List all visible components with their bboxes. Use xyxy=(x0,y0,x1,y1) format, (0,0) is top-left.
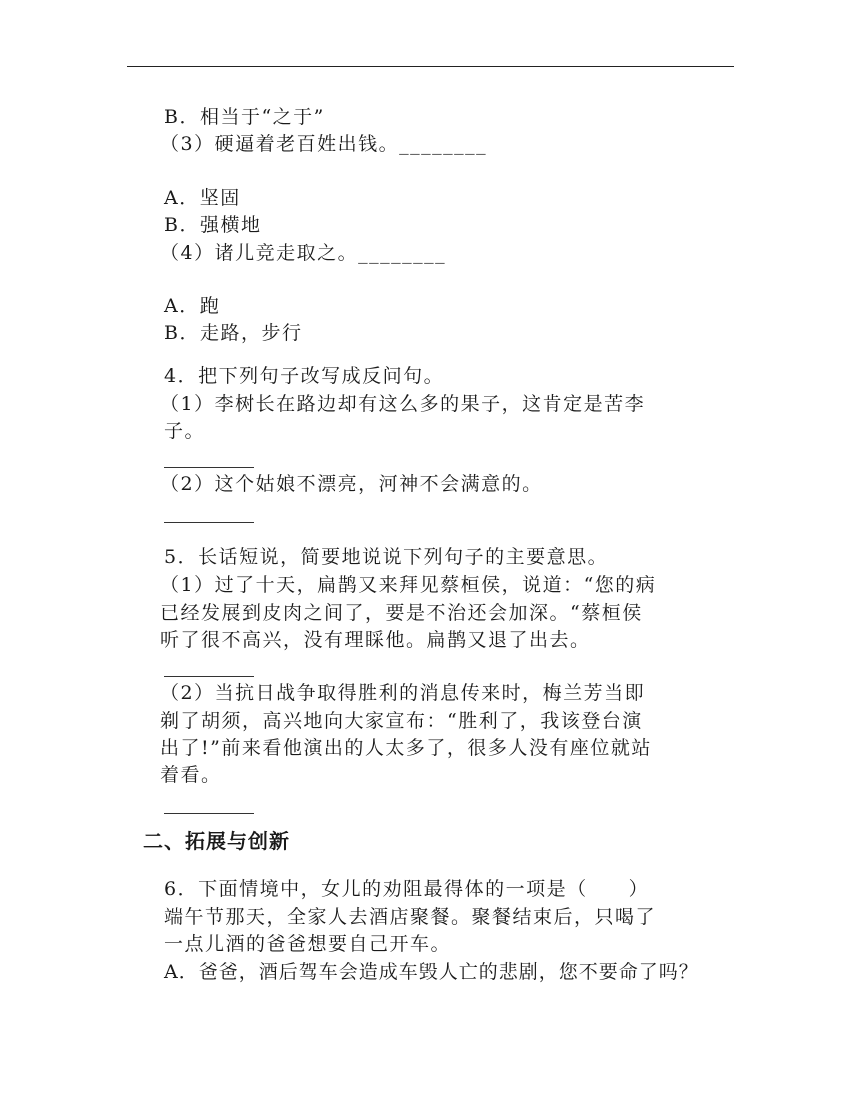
question-6-context-line2: 一点儿酒的爸爸想要自己开车。 xyxy=(164,933,452,955)
question-4-1-line1: （1）李树长在路边却有这么多的果子，这肯定是苦李 xyxy=(160,393,646,415)
question-5-title: 5．长话短说，简要地说说下列句子的主要意思。 xyxy=(164,546,609,568)
question-5-2-line2: 剃了胡须，高兴地向大家宣布：“胜利了，我该登台演 xyxy=(160,710,643,732)
question-4-title: 4．把下列句子改写成反问句。 xyxy=(164,365,445,387)
answer-blank xyxy=(164,467,254,468)
question-5-1-line2: 已经发展到皮肉之间了，要是不治还会加深。“蔡桓侯 xyxy=(160,602,643,624)
answer-blank xyxy=(164,522,254,523)
question-3-3: （3）硬逼着老百姓出钱。________ xyxy=(160,133,488,155)
option-b-q3: B．强横地 xyxy=(164,214,262,236)
question-4-1-line2: 子。 xyxy=(164,420,206,442)
option-b-q4: B．走路，步行 xyxy=(164,322,303,344)
option-a-q4: A．跑 xyxy=(164,295,221,317)
answer-blank xyxy=(164,813,254,814)
question-5-1-line1: （1）过了十天，扁鹊又来拜见蔡桓侯，说道：“您的病 xyxy=(160,574,657,596)
question-4-2: （2）这个姑娘不漂亮，河神不会满意的。 xyxy=(160,473,543,495)
option-a-q3: A．坚固 xyxy=(164,187,241,209)
header-rule xyxy=(127,66,734,67)
option-b-q2: B．相当于“之于” xyxy=(164,106,325,128)
question-5-1-line3: 听了很不高兴，没有理睬他。扁鹊又退了出去。 xyxy=(160,629,591,651)
question-5-2-line1: （2）当抗日战争取得胜利的消息传来时，梅兰芳当即 xyxy=(160,682,646,704)
question-5-2-line3: 出了!”前来看他演出的人太多了，很多人没有座位就站 xyxy=(160,737,652,759)
section-heading: 二、拓展与创新 xyxy=(143,829,290,853)
question-3-4: （4）诸儿竞走取之。________ xyxy=(160,242,447,264)
question-5-2-line4: 着看。 xyxy=(160,764,222,786)
question-6-title: 6．下面情境中，女儿的劝阻最得体的一项是（ ） xyxy=(164,878,650,900)
option-a-q6: A．爸爸，酒后驾车会造成车毁人亡的悲剧，您不要命了吗？ xyxy=(164,961,699,983)
question-6-context-line1: 端午节那天，全家人去酒店聚餐。聚餐结束后，只喝了 xyxy=(164,906,657,928)
answer-blank xyxy=(164,676,254,677)
